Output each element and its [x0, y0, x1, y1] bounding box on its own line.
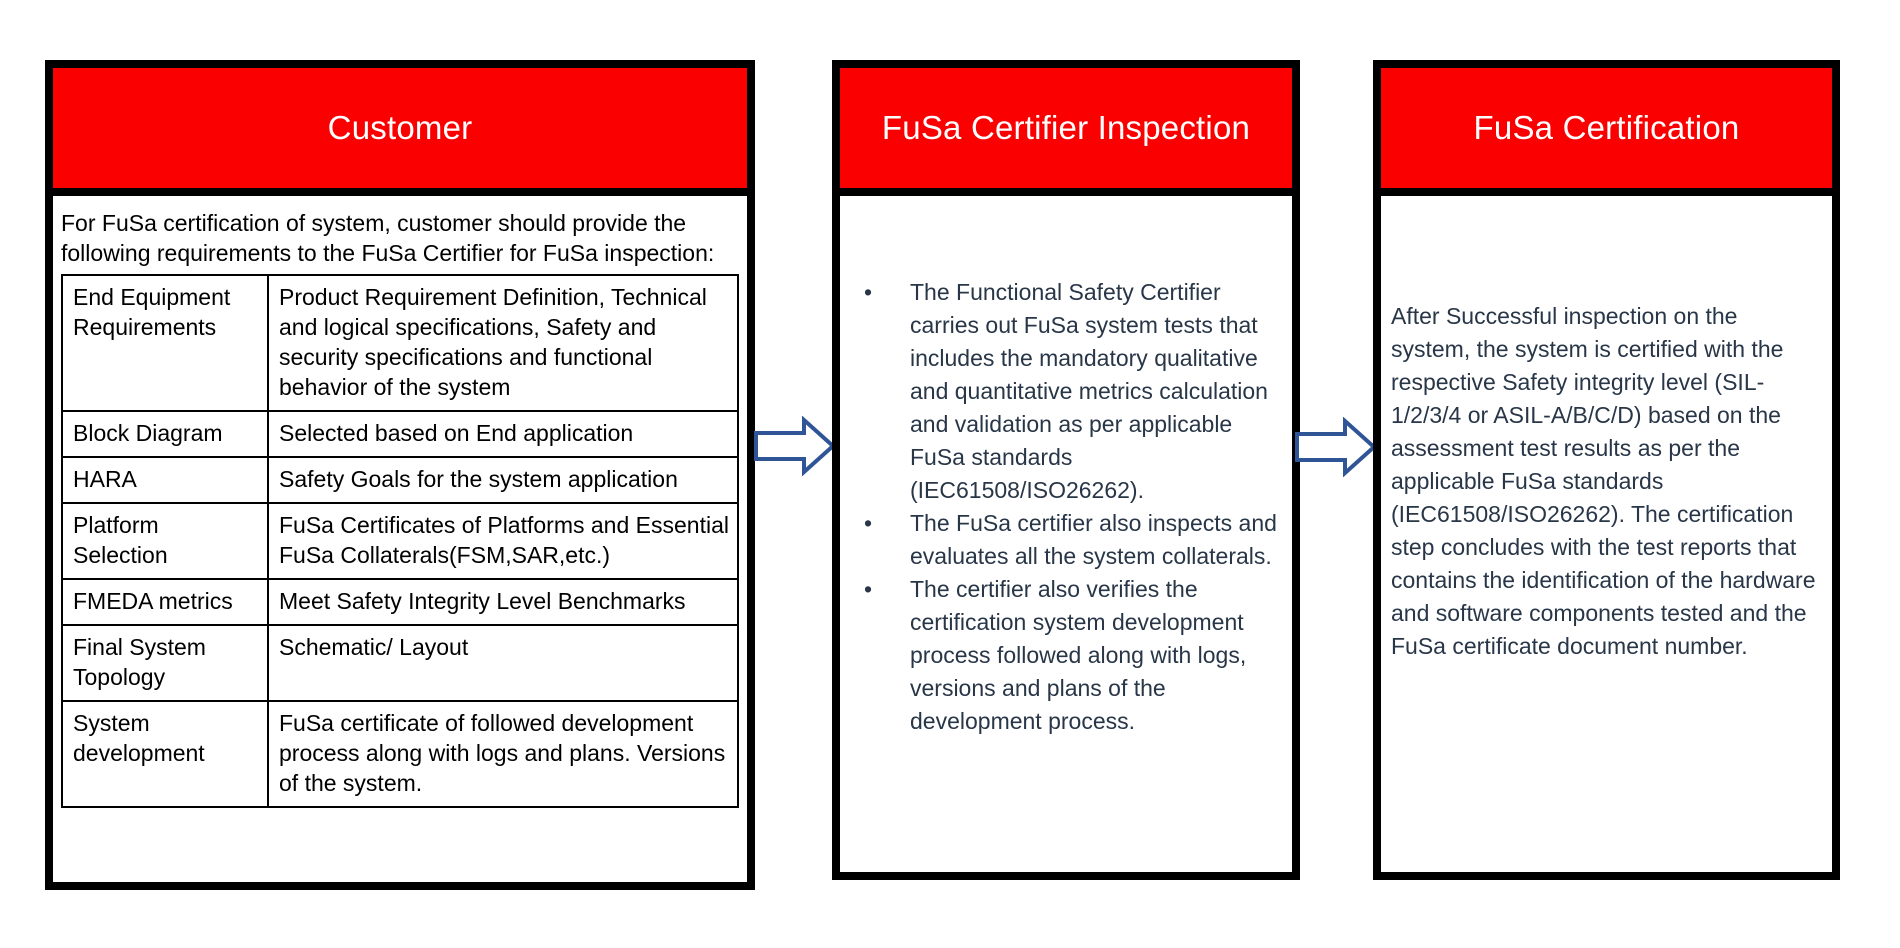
bullet-text: The Functional Safety Certifier carries out FuSa system tests that includes the mandatory qualitative and quantitative metrics calculation and validation as per applicable FuSa standards (IEC61508/ISO26262).	[910, 279, 1268, 503]
flow-arrow-right-icon	[753, 416, 837, 476]
bullet-text: The FuSa certifier also inspects and evaluates all the system collaterals.	[910, 510, 1277, 569]
row-label: System development	[62, 701, 268, 807]
panel-certification-header	[1381, 68, 1832, 196]
row-value: Selected based on End application	[268, 411, 738, 457]
panel-customer-header	[53, 68, 747, 196]
table-row	[62, 457, 738, 503]
certification-body-text: After Successful inspection on the system, the system is certified with the respective Safety integrity level (SIL-1/2/3/4 or ASIL-A/B/C/D) based on the assessment test results as per the applicable FuSa standards (IEC61508/ISO26262). The certification step concludes with the test reports that contains the identification of the hardware and software components tested and the FuSa certificate document number.	[1391, 303, 1816, 659]
panel-inspection-title: FuSa Certifier Inspection	[881, 109, 1251, 146]
row-value: FuSa certificate of followed development process along with logs and plans. Versions of the system.	[268, 701, 738, 807]
table-row	[62, 503, 738, 579]
table-row	[62, 625, 738, 701]
row-label: End Equipment Requirements	[62, 275, 268, 411]
bullet-text: The certifier also verifies the certification system development process followed along with logs, versions and plans of the development process.	[910, 576, 1247, 734]
row-value: Safety Goals for the system application	[268, 457, 738, 503]
panel-customer-title: Customer	[327, 109, 473, 146]
table-row	[62, 701, 738, 807]
row-value: Schematic/ Layout	[268, 625, 738, 701]
bullet-item	[858, 276, 1278, 507]
panel-inspection	[832, 60, 1300, 880]
panel-inspection-header	[840, 68, 1292, 196]
row-label: Platform Selection	[62, 503, 268, 579]
row-value: Meet Safety Integrity Level Benchmarks	[268, 579, 738, 625]
row-value: FuSa Certificates of Platforms and Essential FuSa Collaterals(FSM,SAR,etc.)	[268, 503, 738, 579]
table-row	[62, 579, 738, 625]
inspection-bullet-list	[840, 196, 1292, 738]
customer-requirements-table	[61, 274, 739, 808]
bullet-icon: •	[864, 279, 873, 305]
bullet-icon: •	[864, 576, 873, 602]
row-label: Final System Topology	[62, 625, 268, 701]
bullet-icon: •	[864, 510, 873, 536]
bullet-item	[858, 507, 1278, 573]
row-label: FMEDA metrics	[62, 579, 268, 625]
panel-customer	[45, 60, 755, 890]
row-label: Block Diagram	[62, 411, 268, 457]
panel-certification-title: FuSa Certification	[1473, 109, 1740, 146]
flow-arrow-right-icon	[1294, 417, 1378, 477]
bullet-item	[858, 573, 1278, 738]
panel-certification	[1373, 60, 1840, 880]
row-label: HARA	[62, 457, 268, 503]
table-row	[62, 411, 738, 457]
row-value: Product Requirement Definition, Technical and logical specifications, Safety and security specifications and functional behavior of the system	[268, 275, 738, 411]
customer-intro-text: For FuSa certification of system, customer should provide the following requirements to the FuSa Certifier for FuSa inspection:	[61, 210, 715, 266]
table-row	[62, 275, 738, 411]
